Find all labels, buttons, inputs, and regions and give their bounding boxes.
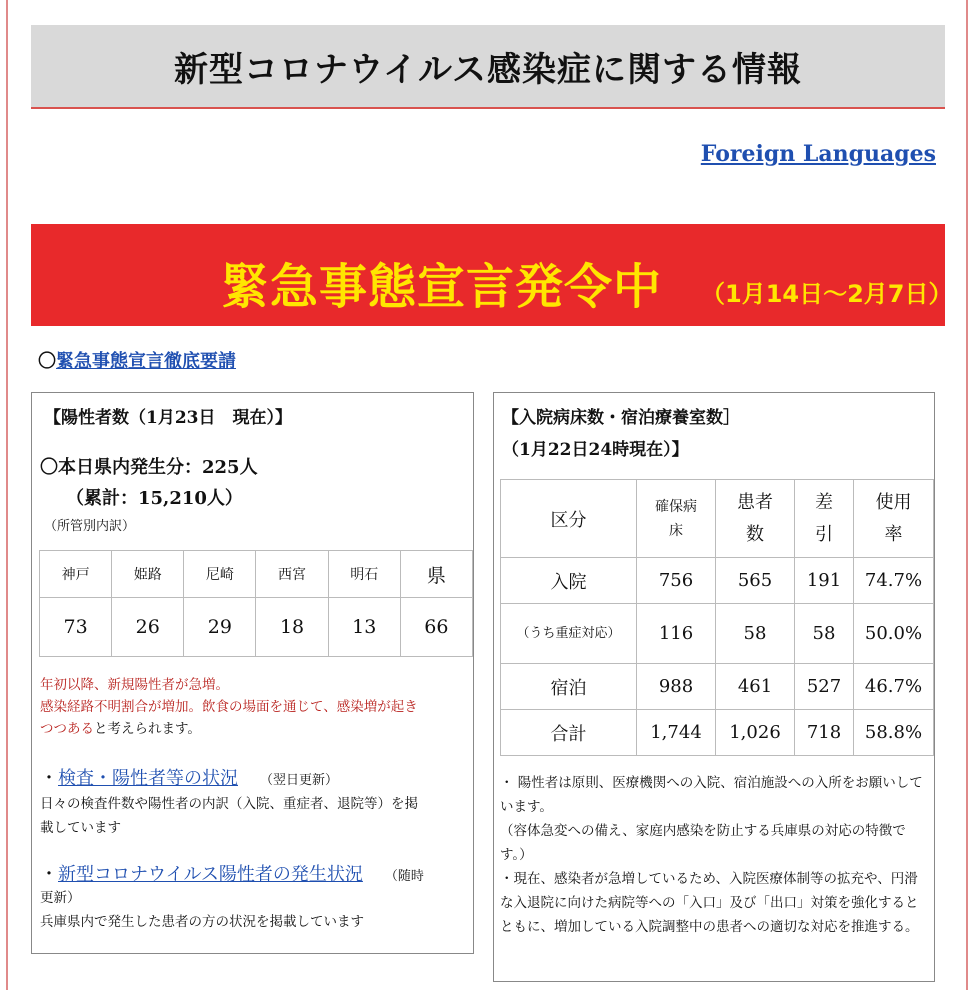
value-cell: 66 bbox=[400, 598, 472, 657]
cell: 527 bbox=[795, 664, 854, 710]
emergency-request-link[interactable]: 緊急事態宣言徹底要請 bbox=[56, 351, 236, 372]
positive-cases-panel bbox=[31, 392, 474, 954]
table-row bbox=[501, 664, 934, 710]
outbreak-status-description bbox=[40, 886, 465, 934]
table-row bbox=[501, 710, 934, 756]
row-label: （うち重症対応） bbox=[501, 604, 637, 664]
col-diff bbox=[795, 480, 854, 558]
header-cell: 尼崎 bbox=[184, 551, 256, 598]
col-rate-line: 率 bbox=[884, 523, 903, 545]
cell: 74.7% bbox=[854, 558, 934, 604]
foreign-languages-link[interactable]: Foreign Languages bbox=[700, 141, 936, 167]
table-row bbox=[501, 558, 934, 604]
banner-main-text: 緊急事態宣言発令中 bbox=[221, 259, 663, 315]
alert-text bbox=[40, 674, 460, 740]
positive-breakdown-table bbox=[39, 550, 473, 657]
value-cell: 26 bbox=[112, 598, 184, 657]
cell: 50.0% bbox=[854, 604, 934, 664]
col-diff-line: 差 bbox=[815, 491, 833, 513]
note-line: （容体急変への備え、家庭内感染を防止する兵庫県の対応の特徴です。） bbox=[500, 823, 906, 863]
alert-line bbox=[40, 718, 460, 740]
banner-period: （1月14日～2月7日） bbox=[701, 280, 953, 308]
cell: 58 bbox=[795, 604, 854, 664]
col-secured bbox=[637, 480, 716, 558]
value-cell: 29 bbox=[184, 598, 256, 657]
cell: 191 bbox=[795, 558, 854, 604]
cumulative-cases: （累計：15,210人） bbox=[66, 488, 243, 509]
cell: 461 bbox=[716, 664, 795, 710]
beds-heading-date: （1月22日24時現在）】 bbox=[502, 440, 689, 460]
header-cell: 西宮 bbox=[256, 551, 328, 598]
row-label: 合計 bbox=[501, 710, 637, 756]
cell: 756 bbox=[637, 558, 716, 604]
bullet: ・ bbox=[40, 768, 58, 789]
cell: 988 bbox=[637, 664, 716, 710]
header-cell: 神戸 bbox=[40, 551, 112, 598]
alert-black-fragment: と考えられます。 bbox=[94, 721, 201, 737]
outbreak-status-item bbox=[40, 860, 424, 886]
test-status-link[interactable]: 検査・陽性者等の状況 bbox=[58, 768, 238, 789]
test-status-item bbox=[40, 764, 338, 790]
bullet: ・ bbox=[40, 864, 58, 885]
page-title: 新型コロナウイルス感染症に関する情報 bbox=[31, 25, 945, 109]
cell: 565 bbox=[716, 558, 795, 604]
header-cell: 県 bbox=[400, 551, 472, 598]
emergency-request bbox=[38, 347, 236, 373]
note-line: ・現在、感染者が急増しているため、入院医療体制等の拡充や、円滑な入退院に向けた病院等への「入口」及び「出口」対策を強化するとともに、増加している入院調整中の患者への適切な対応を推進する。 bbox=[500, 871, 919, 935]
cell: 1,026 bbox=[716, 710, 795, 756]
beds-heading: 【入院病床数・宿泊療養室数］ bbox=[502, 408, 740, 428]
col-patients bbox=[716, 480, 795, 558]
note-line: ・ 陽性者は原則、医療機関への入院、宿泊施設への入所をお願いしています。 bbox=[500, 775, 923, 815]
breakdown-label: （所管別内訳） bbox=[44, 519, 136, 534]
col-secured-line: 床 bbox=[669, 522, 683, 539]
col-patients-line: 数 bbox=[746, 523, 764, 545]
today-cases: 〇本日県内発生分：225人 bbox=[40, 457, 258, 478]
col-diff-line: 引 bbox=[815, 523, 833, 545]
row-label: 宿泊 bbox=[501, 664, 637, 710]
col-category: 区分 bbox=[501, 480, 637, 558]
value-cell: 13 bbox=[328, 598, 400, 657]
outbreak-status-link[interactable]: 新型コロナウイルス陽性者の発生状況 bbox=[58, 864, 363, 885]
beds-table bbox=[500, 479, 934, 756]
cell: 116 bbox=[637, 604, 716, 664]
test-status-description bbox=[40, 792, 465, 840]
positive-heading: 【陽性者数（1月23日 現在）】 bbox=[44, 408, 292, 428]
value-cell: 73 bbox=[40, 598, 112, 657]
cell: 58 bbox=[716, 604, 795, 664]
hospital-beds-panel bbox=[493, 392, 935, 982]
alert-line: 年初以降、新規陽性者が急増。 bbox=[40, 677, 229, 693]
cell: 1,744 bbox=[637, 710, 716, 756]
table-row bbox=[501, 604, 934, 664]
alert-line: 感染経路不明割合が増加。飲食の場面を通じて、感染増が起き bbox=[40, 699, 418, 715]
header-cell: 姫路 bbox=[112, 551, 184, 598]
emergency-banner bbox=[31, 224, 953, 326]
cell: 46.7% bbox=[854, 664, 934, 710]
col-secured-line: 確保病 bbox=[655, 498, 697, 515]
desc-line: 載しています bbox=[40, 820, 121, 836]
header-cell: 明石 bbox=[328, 551, 400, 598]
desc-line: 日々の検査件数や陽性者の内訳（入院、重症者、退院等）を掲 bbox=[40, 796, 418, 812]
cell: 58.8% bbox=[854, 710, 934, 756]
alert-red-fragment: つつある bbox=[40, 721, 94, 737]
request-bullet: 〇 bbox=[38, 351, 56, 372]
desc-line: 兵庫県内で発生した患者の方の状況を掲載しています bbox=[40, 914, 364, 930]
col-rate-line: 使用 bbox=[875, 491, 912, 513]
update-note: （翌日更新） bbox=[260, 773, 339, 788]
value-cell: 18 bbox=[256, 598, 328, 657]
col-patients-line: 患者 bbox=[737, 491, 773, 513]
row-label: 入院 bbox=[501, 558, 637, 604]
cell: 718 bbox=[795, 710, 854, 756]
update-note: （随時 bbox=[384, 869, 424, 884]
desc-line: 更新） bbox=[40, 890, 81, 906]
col-rate bbox=[854, 480, 934, 558]
beds-notes bbox=[500, 771, 926, 939]
